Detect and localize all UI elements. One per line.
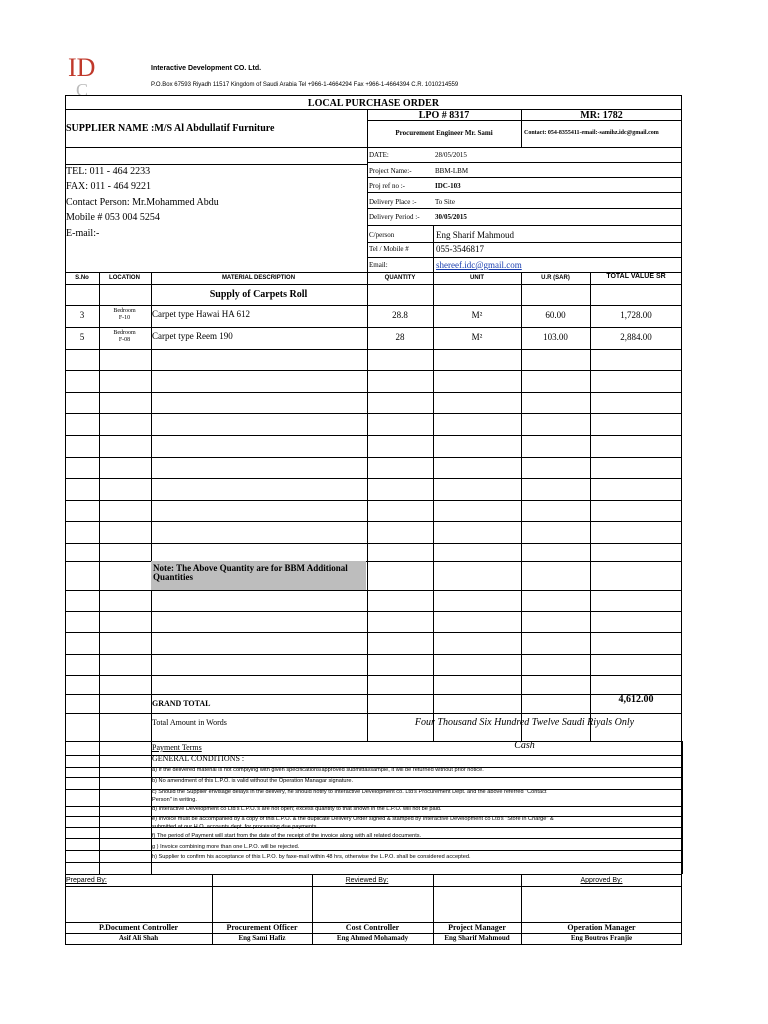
supplier-email: E-mail:- [66, 228, 100, 239]
row-rate: 60.00 [545, 310, 566, 320]
row-location-code: F-10 [118, 315, 131, 321]
condition-item: g ) Invoice combining more than one L.P.O. will be rejected. [152, 844, 300, 850]
condition-item: h) Supplier to confirm his acceptance of this L.P.O. by faxe-mail within 48 hrs, otherwise the L.P.O. shall be considered accepted. [152, 854, 471, 860]
condition-item: f) The period of Payment will start from the date of the receipt of the invoice along with all related documents. [152, 833, 422, 839]
col-header-location: LOCATION [109, 275, 140, 281]
condition-item: b) No amendment of this L.P.O. is valid without the Operation Managar signature. [152, 778, 354, 784]
company-logo-secondary: C [76, 80, 89, 100]
signature-role-title: Cost Controller [345, 923, 400, 932]
procurement-engineer: Procurement Engineer Mr. Sami [395, 129, 493, 137]
signature-role-title: Project Manager [448, 923, 506, 932]
row-description: Carpet type Reem 190 [152, 331, 233, 341]
detail-value[interactable]: shereef.idc@gmail.com [436, 260, 522, 270]
detail-label: C/person [369, 231, 395, 239]
amount-words-label: Total Amount in Words [152, 718, 227, 727]
signature-role-title: Operation Manager [567, 923, 636, 932]
row-total: 2,884.00 [620, 332, 652, 342]
general-conditions-title: GENERAL CONDITIONS : [152, 754, 245, 763]
detail-value: To Site [435, 198, 455, 206]
row-rate: 103.00 [543, 332, 568, 342]
col-header-sno: S.No [75, 275, 89, 281]
detail-value: IDC-103 [435, 182, 461, 190]
approved-by-label: Approved By: [580, 877, 623, 884]
grand-total-label: GRAND TOTAL [152, 699, 211, 708]
condition-item: e) Invoice must be accompanied by a copy of this L.P.O. & the duplicate Delivery Order signed & stamped by Interactive Development co Ltd's "Store in Charge" & [152, 816, 554, 822]
detail-value: Eng Sharif Mahmoud [436, 230, 514, 240]
detail-label: Email: [369, 261, 388, 269]
row-location: Bedroom [113, 330, 136, 336]
supplier-tel: TEL: 011 - 464 2233 [66, 166, 151, 177]
row-quantity: 28.8 [392, 310, 408, 320]
signature-role-title: Procurement Officer [226, 923, 298, 932]
document-title: LOCAL PURCHASE ORDER [307, 98, 440, 109]
company-logo: ID [68, 53, 96, 82]
signature-role-name: Eng Boutros Franjie [570, 934, 633, 942]
row-sno: 3 [79, 310, 85, 320]
condition-item: c) Should the Supplier envisage delays in the delivery, he should notify to Interactive Development co. Ltd's Procurement Dept. and the above referred "Contact [152, 789, 547, 795]
detail-label: Tel / Mobile # [369, 245, 409, 253]
row-location: Bedroom [113, 308, 136, 314]
row-description: Carpet type Hawai HA 612 [152, 309, 250, 319]
condition-item: d) Interactive Development co Ltd's L.P.O.'s are not open; excess quantity to that shown in the L.P.O. will not be paid. [152, 806, 442, 812]
col-header-unit: UNIT [470, 275, 484, 281]
company-name: Interactive Development CO. Ltd. [151, 65, 262, 72]
detail-label: Delivery Place :- [369, 198, 417, 206]
grand-total-value: 4,612.00 [618, 694, 654, 705]
detail-value: 30/05/2015 [435, 213, 467, 221]
col-header-description: MATERIAL DESCRIPTION [221, 275, 296, 281]
condition-item: submitted at our H.O. accounts dept. for processing due payments. [152, 824, 319, 830]
detail-value: BBM-LBM [435, 167, 469, 175]
reviewed-by-label: Reviewed By: [345, 877, 389, 884]
supplier-contact-person: Contact Person: Mr.Mohammed Abdu [66, 197, 219, 208]
signature-role-name: Eng Ahmed Mohamady [336, 934, 409, 942]
detail-value: 055-3546817 [436, 244, 484, 254]
detail-label: DATE: [369, 151, 389, 159]
prepared-by-label: Prepared By: [66, 877, 107, 884]
company-address: P.O.Box 67593 Riyadh 11517 Kingdom of Saudi Arabia Tel +966-1-4664294 Fax +966-1-4664394 C.R. 1010214559 [151, 82, 459, 88]
detail-label: Proj ref no :- [369, 182, 405, 190]
signature-role-name: Asif Ali Shah [118, 934, 159, 942]
condition-item: a) If the delivered material is not complying with given specifications/approved submittal/sample, it will be returned without prior notice. [152, 767, 484, 773]
supplier-fax: FAX: 011 - 464 9221 [66, 181, 151, 192]
row-unit: M² [471, 310, 483, 320]
payment-terms-value: Cash [514, 740, 535, 751]
row-sno: 5 [79, 332, 85, 342]
detail-value: 28/05/2015 [435, 151, 467, 159]
lpo-number: LPO # 8317 [418, 110, 470, 121]
row-unit: M² [471, 332, 483, 342]
row-location-code: F-08 [118, 337, 131, 343]
detail-label: Delivery Period :- [369, 213, 420, 221]
quantity-note: Note: The Above Quantity are for BBM Additional Quantities [151, 561, 366, 590]
signature-role-name: Eng Sharif Mahmoud [444, 934, 510, 942]
col-header-rate: U.R (SAR) [541, 275, 570, 281]
row-total: 1,728.00 [620, 310, 652, 320]
signature-role-title: P.Document Controller [98, 923, 179, 932]
mr-number: MR: 1782 [580, 110, 623, 121]
col-header-total: TOTAL VALUE SR [606, 273, 666, 280]
col-header-quantity: QUANTITY [384, 275, 416, 281]
supplier-name: SUPPLIER NAME :M/S Al Abdullatif Furniture [66, 123, 275, 134]
row-quantity: 28 [395, 332, 405, 342]
section-title: Supply of Carpets Roll [209, 289, 308, 300]
detail-label: Project Name:- [369, 167, 412, 175]
condition-item: Person" in writing. [152, 797, 197, 803]
amount-words: Four Thousand Six Hundred Twelve Saudi Riyals Only [414, 717, 635, 728]
supplier-mobile: Mobile # 053 004 5254 [66, 212, 160, 223]
procurement-contact: Contact: 054-8355411-email:-samihz.idc@gmail.com [524, 130, 659, 136]
payment-terms-label: Payment Terms [152, 743, 202, 752]
signature-role-name: Eng Sami Hafiz [238, 934, 286, 942]
